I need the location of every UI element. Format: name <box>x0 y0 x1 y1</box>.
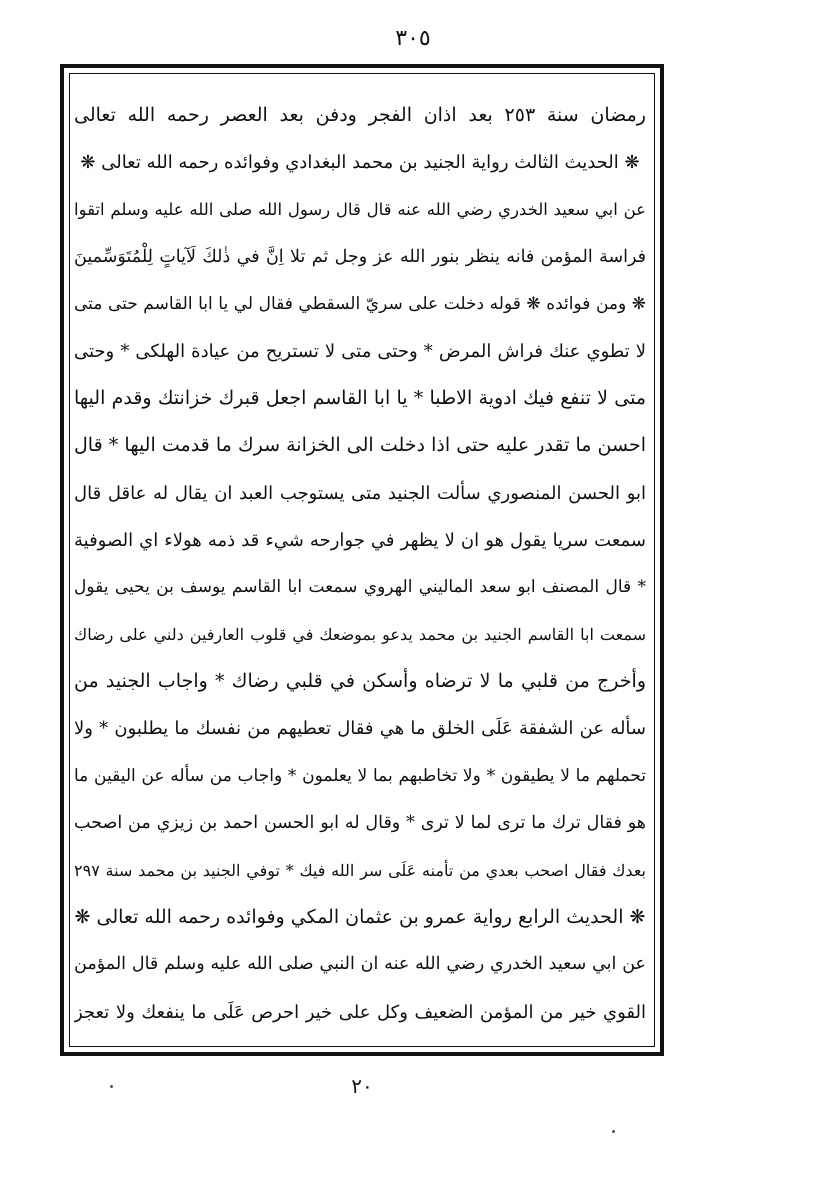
text-line: ❋ ومن فوائده ❋ قوله دخلت على سريّ السقطي فقال لي يا ابا القاسم حتى متى <box>74 293 646 314</box>
speck <box>612 1130 615 1133</box>
text-line: لا تطوي عنك فراش المرض * وحتى متى لا تستريح من عيادة الهلكى * وحتى <box>74 340 646 362</box>
page-frame <box>60 64 664 1056</box>
section-heading: ❋ الحديث الثالث رواية الجنيد بن محمد البغدادي وفوائده رحمه الله تعالى ❋ <box>80 152 640 174</box>
text-line: متى لا تنفع فيك ادوية الاطبا * يا ابا القاسم اجعل قبرك خزانتك وقدم اليها <box>74 387 646 410</box>
text-line: فراسة المؤمن فانه ينظر بنور الله عز وجل ثم تلا اِنَّ في ذٰلكَ لَآياتٍ لِلْمُتَوَسِّمينَ <box>74 246 646 267</box>
text-line: وأخرج من قلبي ما لا ترضاه وأسكن في قلبي رضاك * واجاب الجنيد من <box>74 670 646 693</box>
section-heading: ❋ الحديث الرابع رواية عمرو بن عثمان المكي وفوائده رحمه الله تعالى ❋ <box>74 906 646 929</box>
text-line: * قال المصنف ابو سعد الماليني الهروي سمعت ابا القاسم يوسف بن يحيى يقول <box>74 576 646 597</box>
text-line: هو فقال ترك ما ترى لما لا ترى * وقال له ابو الحسن احمد بن زيزي من اصحب <box>74 812 646 833</box>
text-line: عن ابي سعيد الخدري رضي الله عنه قال قال رسول الله صلى الله عليه وسلم اتقوا <box>74 200 646 220</box>
text-line: تحملهم ما لا يطيقون * ولا تخاطبهم بما لا يعلمون * واجاب من سأله عن اليقين ما <box>74 765 646 786</box>
speck <box>110 1085 113 1088</box>
text-line: القوي خير من المؤمن الضعيف وكل على خير احرص عَلَى ما ينفعك ولا تعجز <box>74 1001 646 1023</box>
text-line: سأله عن الشفقة عَلَى الخلق ما هي فقال تعطيهم من نفسك ما يطلبون * ولا <box>74 718 646 740</box>
text-block <box>74 92 646 1036</box>
text-line: بعدك فقال اصحب بعدي من تأمنه عَلَى سر الله فيك * توفي الجنيد بن محمد سنة ٢٩٧ <box>74 861 646 880</box>
text-line: سمعت سريا يقول هو ان لا يظهر في جوارحه شيء قد ذمه هولاء اي الصوفية <box>74 529 646 551</box>
text-line: رمضان سنة ٢٥٣ بعد اذان الفجر ودفن بعد العصر رحمه الله تعالى <box>74 104 646 126</box>
text-line: عن ابي سعيد الخدري رضي الله عنه ان النبي صلى الله عليه وسلم قال المؤمن <box>74 954 646 975</box>
text-line: ابو الحسن المنصوري سألت الجنيد متى يستوجب العبد ان يقال له عاقل قال <box>74 482 646 504</box>
page-number-top: ٣٠٥ <box>395 26 431 51</box>
text-line: احسن ما تقدر عليه حتى اذا دخلت الى الخزانة سرك ما قدمت اليها * قال <box>74 434 646 457</box>
text-line: سمعت ابا القاسم الجنيد بن محمد يدعو بموضعك في قلوب العارفين دلني على رضاك <box>74 625 646 645</box>
page-number-bottom: ٢٠ <box>351 1074 373 1098</box>
